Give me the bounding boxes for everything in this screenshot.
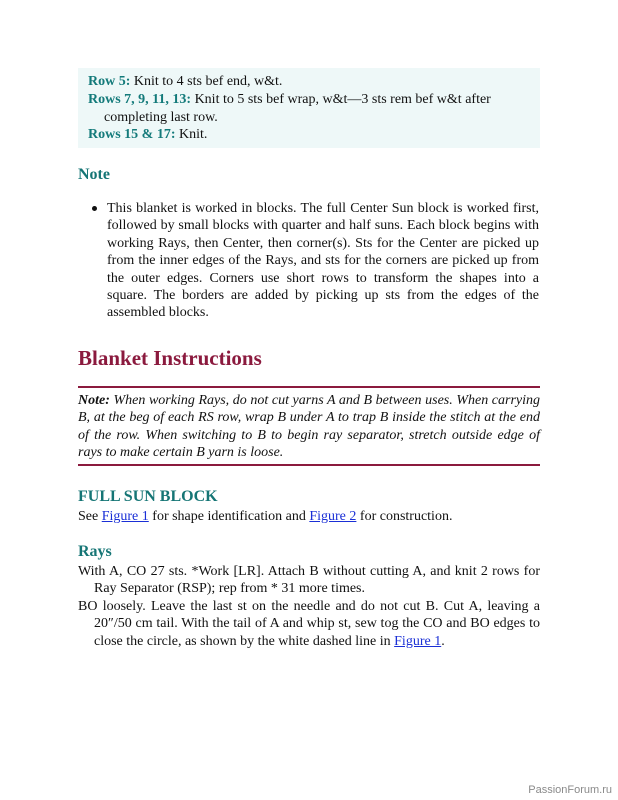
row-label: Row 5: — [88, 74, 131, 89]
blanket-instructions-heading: Blanket Instructions — [78, 346, 262, 370]
note-top-rule — [78, 386, 540, 388]
see-figures-line — [78, 509, 452, 525]
note-label: Note: — [78, 393, 110, 408]
note-heading: Note — [78, 166, 110, 183]
bullet-icon — [92, 206, 97, 211]
rows-15-17-line — [88, 126, 207, 143]
short-rows-box — [78, 68, 540, 148]
row-label: Rows 15 & 17: — [88, 127, 176, 142]
figure-1-link[interactable]: Figure 1 — [101, 509, 149, 524]
figure-2-link[interactable]: Figure 2 — [309, 509, 357, 524]
period: . — [441, 633, 445, 649]
see-text: See — [78, 509, 99, 524]
watermark: PassionForum.ru — [528, 784, 612, 796]
see-text-end: for construction. — [359, 509, 453, 524]
row-text: Knit. — [179, 127, 208, 142]
rays-heading: Rays — [78, 543, 112, 560]
figure-1-link-inline[interactable]: Figure 1 — [394, 633, 442, 649]
row-label: Rows 7, 9, 11, 13: — [88, 92, 192, 107]
rays-paragraph-2-text: BO loosely. Leave the last st on the needle and do not cut B. Cut A, leaving a 20″/50 cm tail. With the tail of A and whip st, sew tog the CO and BO edges to close the circle, as shown by the white dashed line in — [78, 599, 540, 649]
rays-paragraph-1: With A, CO 27 sts. *Work [LR]. Attach B without cutting A, and knit 2 rows for Ray Separator (RSP); rep from * 31 more times. — [78, 564, 540, 597]
note-bullet-text: This blanket is worked in blocks. The full Center Sun block is worked first, followed by small blocks with quarter and half suns. Each block begins with working Rays, then Center, then corner(s). Sts for the Center are picked up from the inner edges of the Rays, and sts for the corners are picked up from the outer edges. Corners use short rows to transform the shapes into a square. The borders are added by picking up sts from the edges of the assembled blocks. — [107, 201, 539, 321]
note-bottom-rule — [78, 464, 540, 466]
note-text: When working Rays, do not cut yarns A and B between uses. When carrying B, at the beg of each RS row, wrap B under A to trap B inside the stitch at the end of the row. When switching to B to begin ray separator, stretch outside edge of rays to make certain B yarn is loose. — [78, 393, 541, 461]
rays-paragraph-2 — [78, 598, 540, 650]
row-text: Knit to 4 sts bef end, w&t. — [133, 74, 283, 89]
full-sun-block-heading: FULL SUN BLOCK — [78, 488, 218, 505]
row-5-line — [88, 73, 282, 90]
rows-7-13-continuation: completing last row. — [104, 110, 218, 125]
blanket-note — [78, 392, 540, 462]
row-text: Knit to 5 sts bef wrap, w&t—3 sts rem bef w&t after — [194, 92, 491, 107]
rows-7-13-line — [88, 91, 491, 108]
see-text-middle: for shape identification and — [152, 509, 306, 524]
